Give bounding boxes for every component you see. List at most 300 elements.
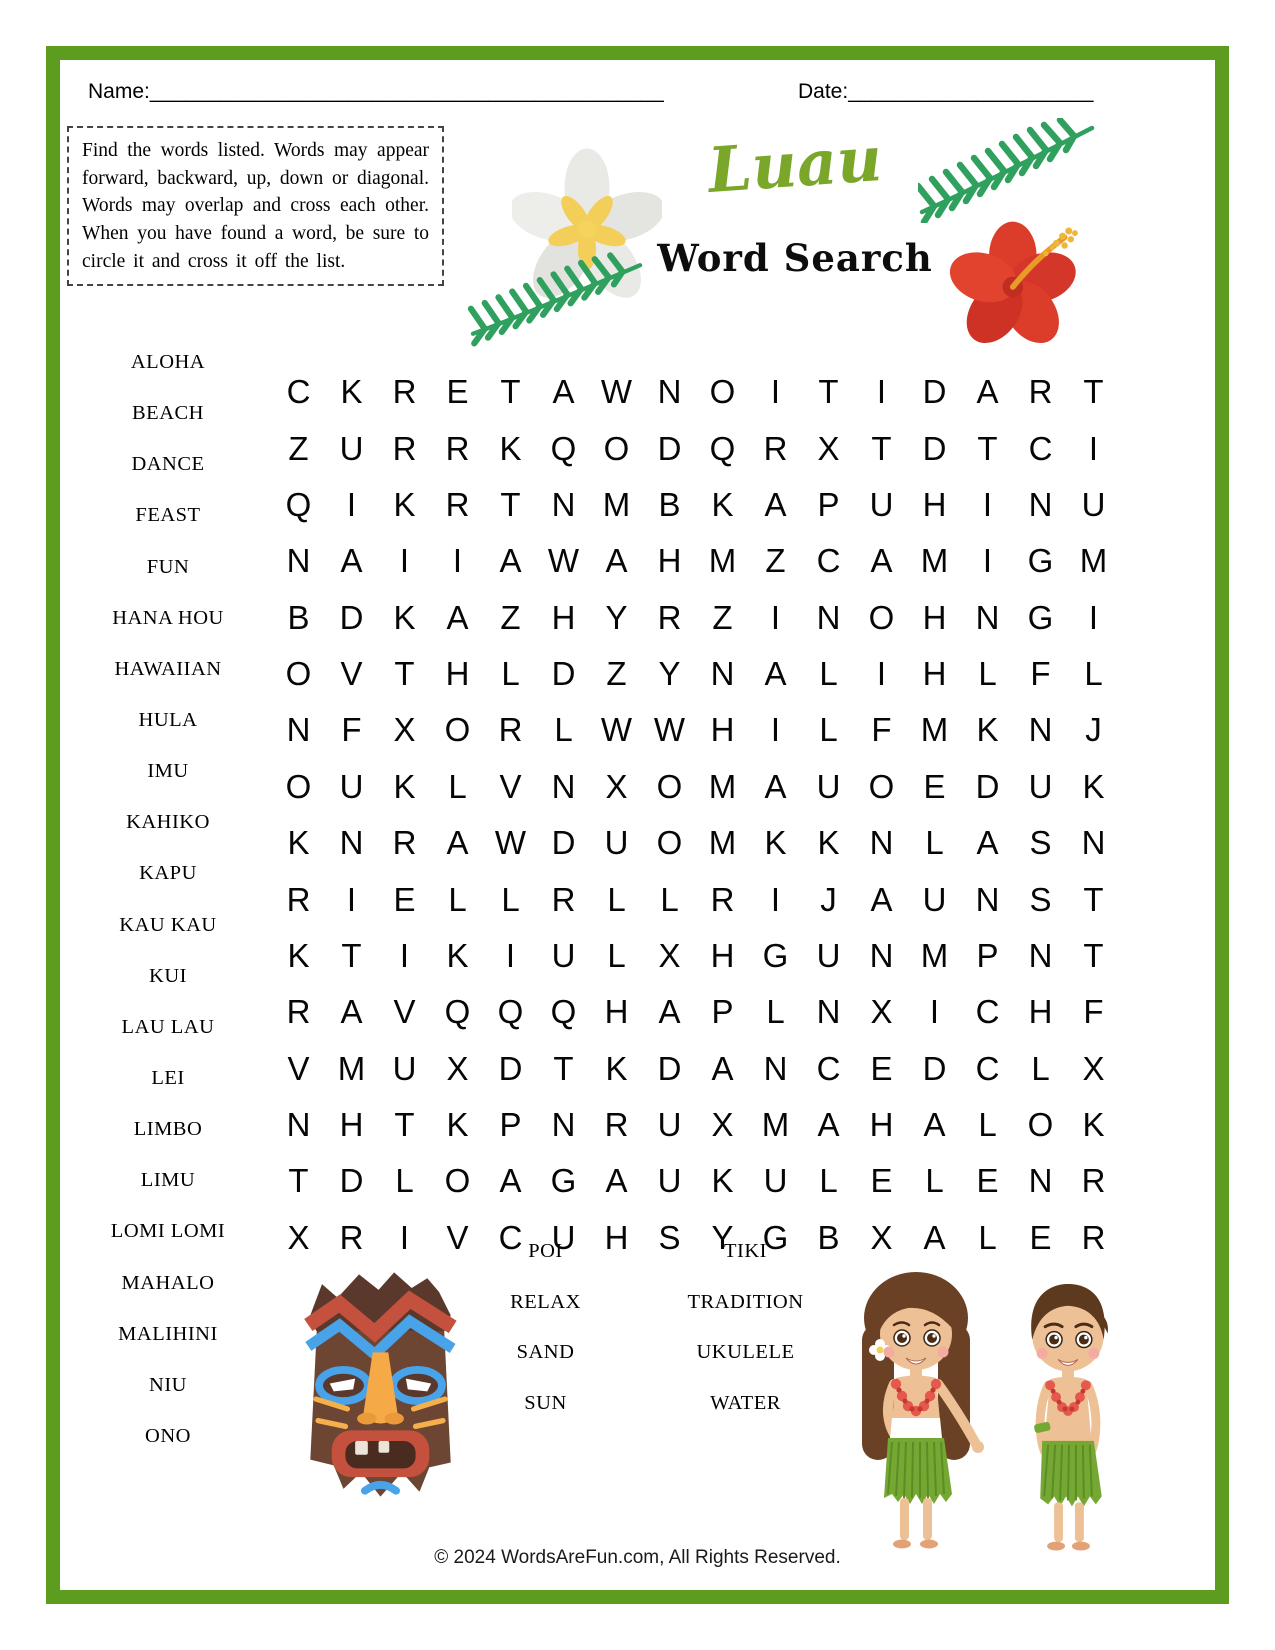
grid-letter-cell: M [708, 542, 737, 580]
grid-letter-cell: O [1027, 1106, 1054, 1144]
word-search-grid [272, 364, 1120, 1266]
word-list-item: KUI [149, 964, 187, 987]
grid-letter-cell: I [505, 936, 516, 974]
grid-letter-cell: Z [288, 429, 309, 467]
grid-letter-cell: L [819, 1162, 838, 1200]
grid-letter-cell: U [392, 1049, 417, 1087]
grid-letter-cell: T [394, 655, 415, 693]
grid-letter-cell: N [710, 655, 735, 693]
grid-letter-cell: I [399, 542, 410, 580]
grid-letter-cell: C [498, 1218, 523, 1256]
grid-letter-cell: T [500, 485, 521, 523]
grid-letter-cell: Q [285, 485, 312, 523]
grid-letter-cell: T [288, 1162, 309, 1200]
grid-letter-cell: K [605, 1049, 628, 1087]
grid-letter-cell: L [819, 711, 838, 749]
grid-letter-cell: M [920, 711, 949, 749]
grid-letter-cell: V [499, 767, 522, 805]
word-list-item: KAU KAU [119, 913, 217, 936]
grid-letter-cell: A [976, 373, 999, 411]
grid-letter-cell: C [975, 993, 1000, 1031]
grid-letter-cell: U [339, 767, 364, 805]
grid-letter-cell: O [285, 767, 312, 805]
grid-letter-cell: A [870, 880, 893, 918]
word-list-item: ALOHA [130, 351, 206, 374]
grid-letter-cell: N [551, 485, 576, 523]
grid-letter-cell: I [346, 880, 357, 918]
grid-letter-cell: F [1083, 993, 1104, 1031]
grid-letter-cell: L [501, 880, 520, 918]
word-list-item: TIKI [724, 1239, 767, 1262]
grid-letter-cell: I [770, 711, 781, 749]
grid-letter-cell: K [287, 824, 310, 862]
grid-letter-cell: D [339, 1162, 364, 1200]
grid-letter-cell: A [658, 993, 681, 1031]
grid-letter-cell: E [870, 1162, 893, 1200]
grid-letter-cell: D [339, 598, 364, 636]
grid-letter-cell: U [816, 936, 841, 974]
grid-letter-cell: I [770, 598, 781, 636]
grid-letter-cell: L [607, 880, 626, 918]
grid-letter-cell: K [393, 598, 416, 636]
grid-letter-cell: N [816, 598, 841, 636]
grid-letter-cell: L [448, 880, 467, 918]
grid-letter-cell: D [975, 767, 1000, 805]
grid-letter-cell: M [920, 542, 949, 580]
grid-letter-cell: G [762, 936, 789, 974]
grid-letter-cell: A [923, 1218, 946, 1256]
grid-letter-cell: A [605, 542, 628, 580]
grid-letter-cell: I [876, 373, 887, 411]
grid-letter-cell: K [764, 824, 787, 862]
grid-letter-cell: N [869, 936, 894, 974]
grid-letter-cell: G [1027, 598, 1054, 636]
puzzle-title-script: Luau [705, 122, 885, 207]
grid-letter-cell: R [445, 485, 470, 523]
grid-letter-cell: X [817, 429, 840, 467]
grid-letter-cell: D [922, 1049, 947, 1087]
word-list-item: ONO [145, 1425, 191, 1448]
grid-letter-cell: M [708, 767, 737, 805]
word-list-item: MALIHINI [118, 1322, 218, 1345]
grid-letter-cell: N [1028, 711, 1053, 749]
grid-letter-cell: X [658, 936, 681, 974]
grid-letter-cell: H [922, 655, 947, 693]
grid-letter-cell: F [871, 711, 892, 749]
grid-letter-cell: K [976, 711, 999, 749]
grid-letter-cell: R [551, 880, 576, 918]
grid-letter-cell: I [1088, 429, 1099, 467]
name-blank-line: ____________________________________________ [149, 80, 664, 103]
grid-letter-cell: R [392, 373, 417, 411]
grid-letter-cell: T [500, 373, 521, 411]
word-list-item: LIMU [140, 1169, 196, 1192]
grid-letter-cell: T [1083, 936, 1104, 974]
grid-letter-cell: U [551, 936, 576, 974]
tiki-mask-icon [283, 1262, 478, 1507]
grid-letter-cell: D [922, 429, 947, 467]
grid-letter-cell: K [817, 824, 840, 862]
grid-letter-cell: N [286, 542, 311, 580]
word-list-item: HAWAIIAN [114, 657, 222, 680]
grid-letter-cell: V [287, 1049, 310, 1087]
name-row [88, 80, 664, 104]
word-list-item: KAPU [139, 862, 197, 885]
grid-letter-cell: A [764, 767, 787, 805]
grid-letter-cell: D [922, 373, 947, 411]
grid-letter-cell: U [869, 485, 894, 523]
grid-letter-cell: X [393, 711, 416, 749]
word-list-item: WATER [710, 1392, 781, 1415]
fern-leaf-icon [460, 250, 655, 350]
grid-letter-cell: R [710, 880, 735, 918]
grid-letter-cell: U [339, 429, 364, 467]
grid-letter-cell: J [1085, 711, 1102, 749]
grid-letter-cell: X [870, 1218, 893, 1256]
grid-letter-cell: U [1028, 767, 1053, 805]
instructions-box: Find the words listed. Words may appear forward, backward, up, down or diagonal. Words may overlap and cross each other. When you have found a word, be sure to circle it and cross it off the list. [67, 126, 444, 286]
grid-letter-cell: O [285, 655, 312, 693]
grid-letter-cell: L [925, 1162, 944, 1200]
grid-letter-cell: Q [444, 993, 471, 1031]
grid-letter-cell: V [340, 655, 363, 693]
date-blank-line: _____________________ [848, 80, 1094, 103]
grid-letter-cell: L [660, 880, 679, 918]
grid-letter-cell: N [1028, 1162, 1053, 1200]
word-list-item: TRADITION [687, 1290, 804, 1313]
grid-letter-cell: I [770, 373, 781, 411]
grid-letter-cell: B [658, 485, 681, 523]
grid-letter-cell: R [1081, 1162, 1106, 1200]
grid-letter-cell: A [446, 598, 469, 636]
grid-letter-cell: Z [712, 598, 733, 636]
grid-letter-cell: V [446, 1218, 469, 1256]
grid-letter-cell: L [978, 1106, 997, 1144]
word-list-item: SUN [524, 1392, 567, 1415]
grid-letter-cell: K [446, 936, 469, 974]
grid-letter-cell: T [341, 936, 362, 974]
grid-letter-cell: C [286, 373, 311, 411]
grid-letter-cell: M [708, 824, 737, 862]
grid-letter-cell: H [710, 711, 735, 749]
grid-letter-cell: L [978, 1218, 997, 1256]
grid-letter-cell: K [340, 373, 363, 411]
grid-letter-cell: A [764, 655, 787, 693]
grid-letter-cell: E [393, 880, 416, 918]
grid-letter-cell: N [763, 1049, 788, 1087]
grid-letter-cell: L [501, 655, 520, 693]
grid-letter-cell: T [1083, 880, 1104, 918]
grid-letter-cell: M [920, 936, 949, 974]
grid-letter-cell: A [711, 1049, 734, 1087]
grid-letter-cell: R [604, 1106, 629, 1144]
grid-letter-cell: K [1082, 1106, 1105, 1144]
grid-letter-cell: H [710, 936, 735, 974]
grid-letter-cell: A [764, 485, 787, 523]
grid-letter-cell: I [929, 993, 940, 1031]
grid-letter-cell: R [286, 993, 311, 1031]
grid-letter-cell: Y [711, 1218, 734, 1256]
grid-letter-cell: L [395, 1162, 414, 1200]
grid-letter-cell: H [1028, 993, 1053, 1031]
grid-letter-cell: Z [500, 598, 521, 636]
grid-letter-cell: R [657, 598, 682, 636]
grid-letter-cell: P [499, 1106, 522, 1144]
grid-letter-cell: N [286, 1106, 311, 1144]
grid-letter-cell: K [446, 1106, 469, 1144]
grid-letter-cell: H [922, 598, 947, 636]
grid-letter-cell: O [444, 711, 471, 749]
grid-letter-cell: X [287, 1218, 310, 1256]
copyright-footer: © 2024 WordsAreFun.com, All Rights Reserved. [434, 1547, 841, 1568]
grid-letter-cell: N [869, 824, 894, 862]
grid-letter-cell: R [392, 824, 417, 862]
grid-letter-cell: V [393, 993, 416, 1031]
grid-letter-cell: U [816, 767, 841, 805]
word-list-bottom-col2 [633, 1226, 858, 1429]
grid-letter-cell: L [554, 711, 573, 749]
grid-letter-cell: A [552, 373, 575, 411]
grid-letter-cell: H [657, 542, 682, 580]
word-list-item: SAND [516, 1341, 575, 1364]
date-row [798, 80, 1093, 104]
grid-letter-cell: N [1028, 936, 1053, 974]
grid-letter-cell: N [1028, 485, 1053, 523]
grid-letter-cell: M [602, 485, 631, 523]
grid-letter-cell: N [975, 598, 1000, 636]
grid-letter-cell: H [604, 1218, 629, 1256]
grid-letter-cell: I [399, 936, 410, 974]
grid-letter-cell: I [452, 542, 463, 580]
grid-letter-cell: K [711, 485, 734, 523]
grid-letter-cell: H [339, 1106, 364, 1144]
grid-letter-cell: X [870, 993, 893, 1031]
grid-letter-cell: K [287, 936, 310, 974]
grid-letter-cell: C [975, 1049, 1000, 1087]
grid-letter-cell: M [761, 1106, 790, 1144]
grid-letter-cell: E [1029, 1218, 1052, 1256]
grid-letter-cell: N [339, 824, 364, 862]
grid-letter-cell: B [817, 1218, 840, 1256]
grid-letter-cell: F [1030, 655, 1051, 693]
grid-letter-cell: L [448, 767, 467, 805]
grid-letter-cell: Y [605, 598, 628, 636]
grid-letter-cell: I [876, 655, 887, 693]
grid-letter-cell: P [976, 936, 999, 974]
grid-letter-cell: W [547, 542, 580, 580]
grid-letter-cell: Q [550, 429, 577, 467]
grid-letter-cell: I [399, 1218, 410, 1256]
grid-letter-cell: E [923, 767, 946, 805]
word-list-item: POI [528, 1239, 563, 1262]
grid-letter-cell: R [392, 429, 417, 467]
grid-letter-cell: O [656, 767, 683, 805]
grid-letter-cell: H [922, 485, 947, 523]
grid-letter-cell: N [551, 767, 576, 805]
grid-letter-cell: L [607, 936, 626, 974]
hula-boy-icon [998, 1278, 1138, 1556]
grid-letter-cell: A [870, 542, 893, 580]
grid-letter-cell: S [1029, 824, 1052, 862]
grid-letter-cell: C [1028, 429, 1053, 467]
date-label: Date: [798, 80, 849, 103]
grid-letter-cell: E [976, 1162, 999, 1200]
grid-letter-cell: F [341, 711, 362, 749]
grid-letter-cell: U [657, 1162, 682, 1200]
word-list-item: FUN [146, 555, 190, 578]
grid-letter-cell: A [923, 1106, 946, 1144]
grid-letter-cell: T [871, 429, 892, 467]
grid-letter-cell: X [605, 767, 628, 805]
grid-letter-cell: K [499, 429, 522, 467]
grid-letter-cell: N [657, 373, 682, 411]
grid-letter-cell: M [1079, 542, 1108, 580]
grid-letter-cell: I [770, 880, 781, 918]
grid-letter-cell: A [340, 993, 363, 1031]
grid-letter-cell: D [657, 1049, 682, 1087]
hibiscus-flower-icon [938, 202, 1098, 347]
grid-letter-cell: T [394, 1106, 415, 1144]
grid-letter-cell: W [494, 824, 527, 862]
grid-letter-cell: R [1028, 373, 1053, 411]
grid-letter-cell: N [1081, 824, 1106, 862]
word-list-item: HULA [138, 709, 198, 732]
grid-letter-cell: R [286, 880, 311, 918]
word-list-item: LIMBO [133, 1118, 203, 1141]
grid-letter-cell: O [709, 373, 736, 411]
word-list-item: LAU LAU [121, 1015, 215, 1038]
grid-letter-cell: R [1081, 1218, 1106, 1256]
grid-letter-cell: Z [765, 542, 786, 580]
grid-letter-cell: Y [658, 655, 681, 693]
grid-letter-cell: I [982, 485, 993, 523]
word-list-item: HANA HOU [112, 606, 224, 629]
grid-letter-cell: N [816, 993, 841, 1031]
grid-letter-cell: P [817, 485, 840, 523]
word-list-item: LOMI LOMI [110, 1220, 226, 1243]
grid-letter-cell: O [444, 1162, 471, 1200]
grid-letter-cell: T [1083, 373, 1104, 411]
grid-letter-cell: N [286, 711, 311, 749]
grid-letter-cell: A [340, 542, 363, 580]
grid-letter-cell: I [982, 542, 993, 580]
grid-letter-cell: O [868, 598, 895, 636]
grid-letter-cell: L [819, 655, 838, 693]
grid-letter-cell: L [1084, 655, 1103, 693]
grid-letter-cell: E [446, 373, 469, 411]
grid-letter-cell: A [605, 1162, 628, 1200]
word-list-item: LEI [151, 1067, 185, 1090]
word-list-bottom-col1 [458, 1226, 633, 1429]
grid-letter-cell: G [550, 1162, 577, 1200]
grid-letter-cell: L [766, 993, 785, 1031]
name-label: Name: [88, 80, 150, 103]
grid-letter-cell: D [551, 655, 576, 693]
grid-letter-cell: A [499, 542, 522, 580]
grid-letter-cell: U [657, 1106, 682, 1144]
grid-letter-cell: I [1088, 598, 1099, 636]
grid-letter-cell: R [445, 429, 470, 467]
grid-letter-cell: H [604, 993, 629, 1031]
grid-letter-cell: J [820, 880, 837, 918]
grid-letter-cell: Q [497, 993, 524, 1031]
word-list-item: DANCE [131, 453, 205, 476]
grid-letter-cell: H [869, 1106, 894, 1144]
grid-letter-cell: M [337, 1049, 366, 1087]
grid-letter-cell: Q [550, 993, 577, 1031]
grid-letter-cell: E [870, 1049, 893, 1087]
grid-letter-cell: O [868, 767, 895, 805]
hula-girl-icon [836, 1266, 996, 1556]
grid-letter-cell: Q [709, 429, 736, 467]
word-list-left [72, 337, 264, 1462]
grid-letter-cell: U [604, 824, 629, 862]
grid-letter-cell: X [711, 1106, 734, 1144]
word-list-item: FEAST [135, 504, 201, 527]
grid-letter-cell: A [499, 1162, 522, 1200]
grid-letter-cell: T [818, 373, 839, 411]
grid-letter-cell: T [553, 1049, 574, 1087]
grid-letter-cell: G [762, 1218, 789, 1256]
grid-letter-cell: W [653, 711, 686, 749]
grid-letter-cell: K [1082, 767, 1105, 805]
grid-letter-cell: K [393, 485, 416, 523]
grid-letter-cell: W [600, 373, 633, 411]
grid-letter-cell: O [656, 824, 683, 862]
grid-letter-cell: X [446, 1049, 469, 1087]
grid-letter-cell: N [975, 880, 1000, 918]
grid-letter-cell: U [1081, 485, 1106, 523]
grid-letter-cell: U [551, 1218, 576, 1256]
grid-letter-cell: P [711, 993, 734, 1031]
grid-letter-cell: L [1031, 1049, 1050, 1087]
grid-letter-cell: X [1082, 1049, 1105, 1087]
grid-letter-cell: R [763, 429, 788, 467]
grid-letter-cell: S [658, 1218, 681, 1256]
grid-letter-cell: C [816, 1049, 841, 1087]
grid-letter-cell: Z [606, 655, 627, 693]
word-list-item: KAHIKO [126, 811, 210, 834]
grid-letter-cell: G [1027, 542, 1054, 580]
grid-letter-cell: K [393, 767, 416, 805]
grid-letter-cell: U [922, 880, 947, 918]
word-list-item: RELAX [510, 1290, 581, 1313]
word-list-item: BEACH [132, 402, 204, 425]
grid-letter-cell: O [603, 429, 630, 467]
grid-letter-cell: S [1029, 880, 1052, 918]
grid-letter-cell: R [498, 711, 523, 749]
grid-letter-cell: U [763, 1162, 788, 1200]
grid-letter-cell: A [976, 824, 999, 862]
grid-letter-cell: B [287, 598, 310, 636]
grid-letter-cell: R [339, 1218, 364, 1256]
grid-letter-cell: L [925, 824, 944, 862]
grid-letter-cell: A [817, 1106, 840, 1144]
grid-letter-cell: T [977, 429, 998, 467]
grid-letter-cell: C [816, 542, 841, 580]
grid-letter-cell: D [657, 429, 682, 467]
word-list-item: IMU [147, 760, 189, 783]
word-list-item: NIU [149, 1373, 187, 1396]
grid-letter-cell: D [551, 824, 576, 862]
grid-letter-cell: H [445, 655, 470, 693]
grid-letter-cell: L [978, 655, 997, 693]
word-list-item: UKULELE [696, 1341, 795, 1364]
grid-letter-cell: D [498, 1049, 523, 1087]
grid-letter-cell: I [346, 485, 357, 523]
grid-letter-cell: N [551, 1106, 576, 1144]
grid-letter-cell: A [446, 824, 469, 862]
